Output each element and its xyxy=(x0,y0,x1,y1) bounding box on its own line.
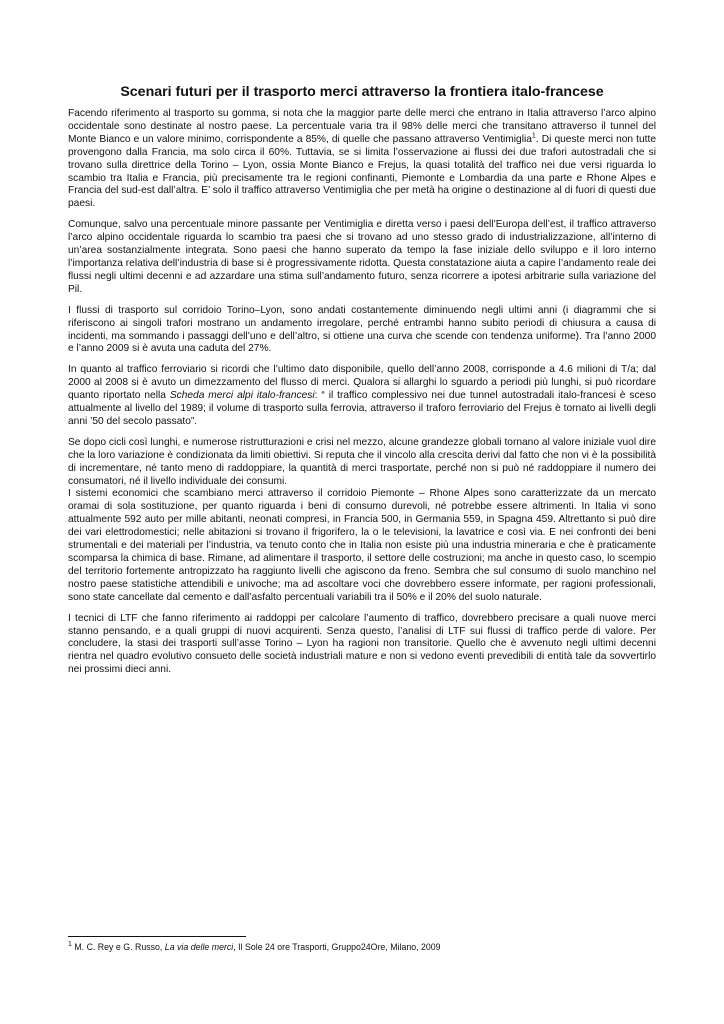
paragraph-4-italic-title: Scheda merci alpi italo-francesi xyxy=(169,390,315,402)
footnote xyxy=(68,941,656,953)
footnote-text-b: , Il Sole 24 ore Trasporti, Gruppo24Ore, Milano, 2009 xyxy=(233,942,441,952)
paragraph-4 xyxy=(68,364,656,429)
paragraph-1 xyxy=(68,108,656,211)
document-title: Scenari futuri per il trasporto merci attraverso la frontiera italo-francese xyxy=(120,84,604,100)
footnote-reference[interactable]: 1 xyxy=(531,132,536,140)
paragraph-2: Comunque, salvo una percentuale minore passante per Ventimiglia e diretta verso i paesi dell’Europa dell’est, il traffico attraverso l’arco alpino occidentale riguarda lo scambio tra paesi che si trovano ad uno stesso grado di industrializzazione, all’interno di un’area sostanzialmente integrata. Sono paesi che hanno superato da tempo la fase iniziale dello sviluppo e il loro interno l’importanza relativa dell’industria di base si è progressivamente ridotta. Questa constatazione aiuta a capire l’andamento reale dei flussi negli ultimi decenni e ad azzardare una stima sull’andamento futuro, senza ricorrere a ipotesi arbitrarie sulla variazione del Pil. xyxy=(68,219,656,295)
paragraph-1-text-b: . Di queste merci non tutte provengono dalla Francia, ma solo circa il 60%. Tuttavia, se si limita l’osservazione ai flussi dei due trafori autostradali che si trovano sulla direttrice della Torino – Lyon, ossia Monte Bianco e Frejus, la quasi totalità del traffico nei due versi riguarda lo scambio tra Italia e Francia, più precisamente tra le regioni confinanti, Piemonte e Lombardia da una parte e Rhone Alpes e Francia del sud-est dall’altra. E’ solo il traffico attraverso Ventimiglia che per metà ha origine o destinazione al di fuori di questi due paesi. xyxy=(68,133,656,210)
footnote-number: 1 xyxy=(68,941,72,949)
paragraph-4-text-a: In quanto al traffico ferroviario si ricordi che l’ultimo dato disponibile, quello dell’anno 2008, corrisponde a 4.6 milioni di T/a; dal 2000 al 2008 si è avuto un dimezzamento del flusso di merci. Qualora si allarghi lo sguardo a periodi più lunghi, si può ricordare quanto riportato nella xyxy=(68,364,656,402)
paragraph-7: I tecnici di LTF che fanno riferimento ai raddoppi per calcolare l’aumento di traffico, dovrebbero precisare a quali nuove merci stanno pensando, e a quali gruppi di nuovi acquirenti. Senza questo, l’analisi di LTF sui flussi di traffico perde di valore. Per concludere, la stasi dei trasporti sull’asse Torino – Lyon ha ragioni non transitorie. Quello che è avvenuto negli ultimi decenni rientra nel quadro evolutivo consueto delle società industriali mature e non si vedono eventi prevedibili di entità tale da sovvertirlo nei prossimi dieci anni. xyxy=(68,612,656,676)
paragraph-4-text-b: : “ il traffico complessivo nei due tunnel autostradali italo-francesi è sceso attualmente al livello del 1989; il volume di trasporto sulla ferrovia, attraverso il traforo ferroviario del Frejus è tornato ai livelli degli anni ’50 del secolo passato”. xyxy=(68,390,656,427)
paragraph-6: I sistemi economici che scambiano merci attraverso il corridoio Piemonte – Rhone Alpes sono caratterizzate da un mercato oramai di sola sostituzione, per quanto riguarda i beni di consumo durevoli, né potrebbe essere altrimenti. In Italia vi sono attualmente 592 auto per mille abitanti, neonati compresi, in Francia 500, in Germania 559, in Spagna 459. Altrettanto si può dire dei vari elettrodomestici; nelle abitazioni si trovano il frigorifero, la o le televisioni, la lavatrice e così via. E nei confronti dei beni strumentali e dei materiali per l’industria, va tenuto conto che in Italia non esiste più una industria mineraria e che è praticamente scomparsa la chimica di base. Rimane, ad alimentare il trasporto, il settore delle costruzioni; ma anche in questo caso, lo scempio del territorio fortemente antropizzato ha raggiunto livelli che agiscono da freno. Sembra che sul consumo di suolo manchino nel nostro paese statistiche attendibili e univoche; ma ad ascoltare voci che dovrebbero essere informate, per ragioni professionali, sono state cancellate dal cemento e dall’asfalto percentuali variabili tra il 50% e il 20% del suolo naturale. xyxy=(68,488,656,603)
paragraph-5: Se dopo cicli così lunghi, e numerose ristrutturazioni e crisi nel mezzo, alcune grandezze globali tornano al valore iniziale vuol dire che la loro variazione è condizionata da limiti obiettivi. Si reputa che il vincolo alla crescita derivi dal fatto che non vi è la possibilità di incrementare, né tanto meno di raddoppiare, la quantità di merci trasportate, perché non si può né raddoppiare il numero dei consumatori, né il livello individuale dei consumi. xyxy=(68,436,656,487)
footnote-text-a: M. C. Rey e G. Russo, xyxy=(71,942,165,952)
footnote-italic-title: La via delle merci xyxy=(164,942,234,952)
paragraph-3: I flussi di trasporto sul corridoio Torino–Lyon, sono andati costantemente diminuendo negli ultimi anni (i diagrammi che si riferiscono ai singoli trafori mostrano un andamento irregolare, perché entrambi hanno subito periodi di chiusura a causa di incidenti, ma sommando i passaggi dell’uno e dell’altro, si ottiene una curva che scende con tendenza uniforme). Tra l’anno 2000 e l’anno 2009 si è avuta una caduta del 27%. xyxy=(68,304,656,355)
paragraph-1-text-a: Facendo riferimento al trasporto su gomma, si nota che la maggior parte delle merci che entrano in Italia attraverso l’arco alpino occidentale sono destinate al nostro paese. La percentuale varia tra il 98% delle merci che transitano attraverso il tunnel del Monte Bianco e un valore minimo, corrispondente a 85%, di quelle che passano attraverso Ventimiglia xyxy=(68,108,656,145)
document-body xyxy=(68,108,656,685)
footnote-divider xyxy=(68,936,246,937)
